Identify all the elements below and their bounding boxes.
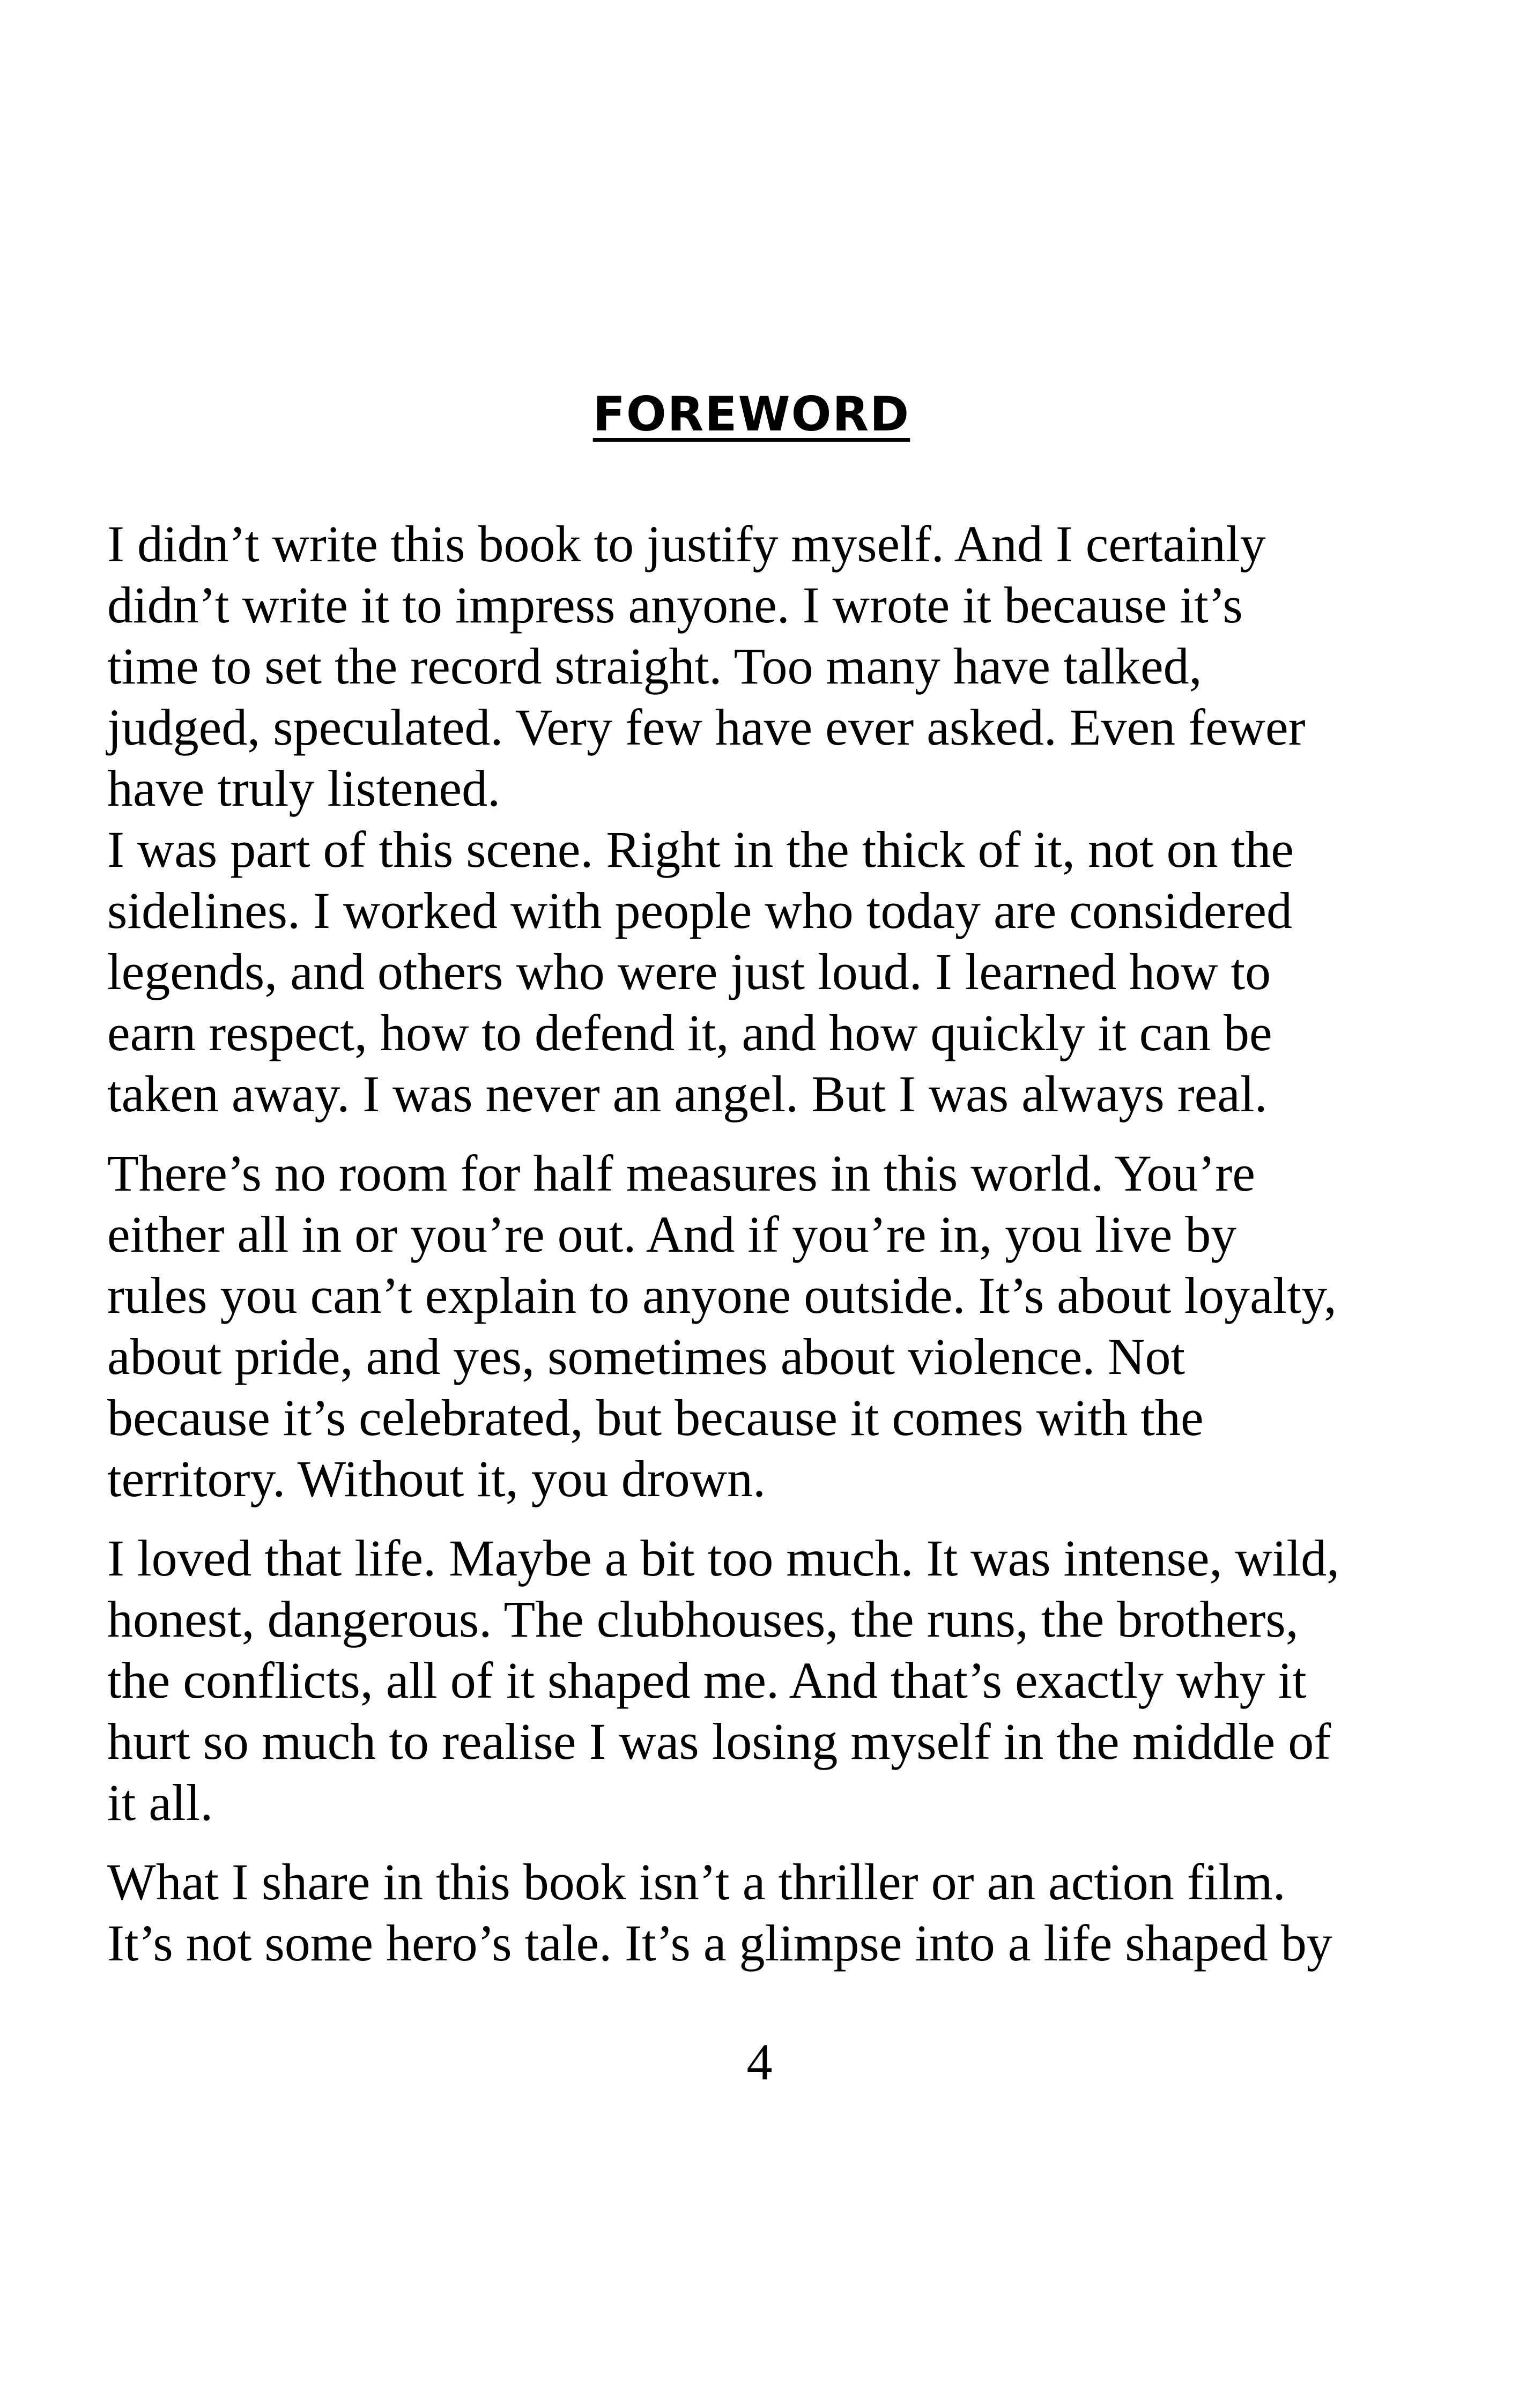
paragraph-4: I loved that life. Maybe a bit too much. It was intense, wild, honest, dangerous. The clubhouses, the runs, the brothers, the conflicts, all of it shaped me. And that’s exactly why it hurt so much to realise I was losing myself in the middle of it all. xyxy=(107,1529,1340,1831)
page-number: 4 xyxy=(746,2033,773,2091)
paragraph-2: I was part of this scene. Right in the thick of it, not on the sidelines. I worked with people who today are considered legends, and others who were just loud. I learned how to earn respect, how to defend it, and how quickly it can be taken away. I was never an angel. But I was always real. xyxy=(107,821,1294,1123)
chapter-heading xyxy=(0,386,1519,443)
paragraph-3: There’s no room for half measures in this world. You’re either all in or you’re out. And if you’re in, you live by rules you can’t explain to anyone outside. It’s about loyalty, about pride, and yes, sometimes about violence. Not because it’s celebrated, but because it comes with the territory. Without it, you drown. xyxy=(107,1144,1337,1507)
body-text xyxy=(107,514,1405,1974)
paragraph-5: What I share in this book isn’t a thriller or an action film. It’s not some hero’s tale. It’s a glimpse into a life shaped by xyxy=(107,1853,1332,1972)
heading-text: FOREWORD xyxy=(592,387,910,442)
paragraph-1: I didn’t write this book to justify myself. And I certainly didn’t write it to impress anyone. I wrote it because it’s time to set the record straight. Too many have talked, judged, speculated. Very few have ever asked. Even fewer have truly listened. xyxy=(107,515,1306,817)
